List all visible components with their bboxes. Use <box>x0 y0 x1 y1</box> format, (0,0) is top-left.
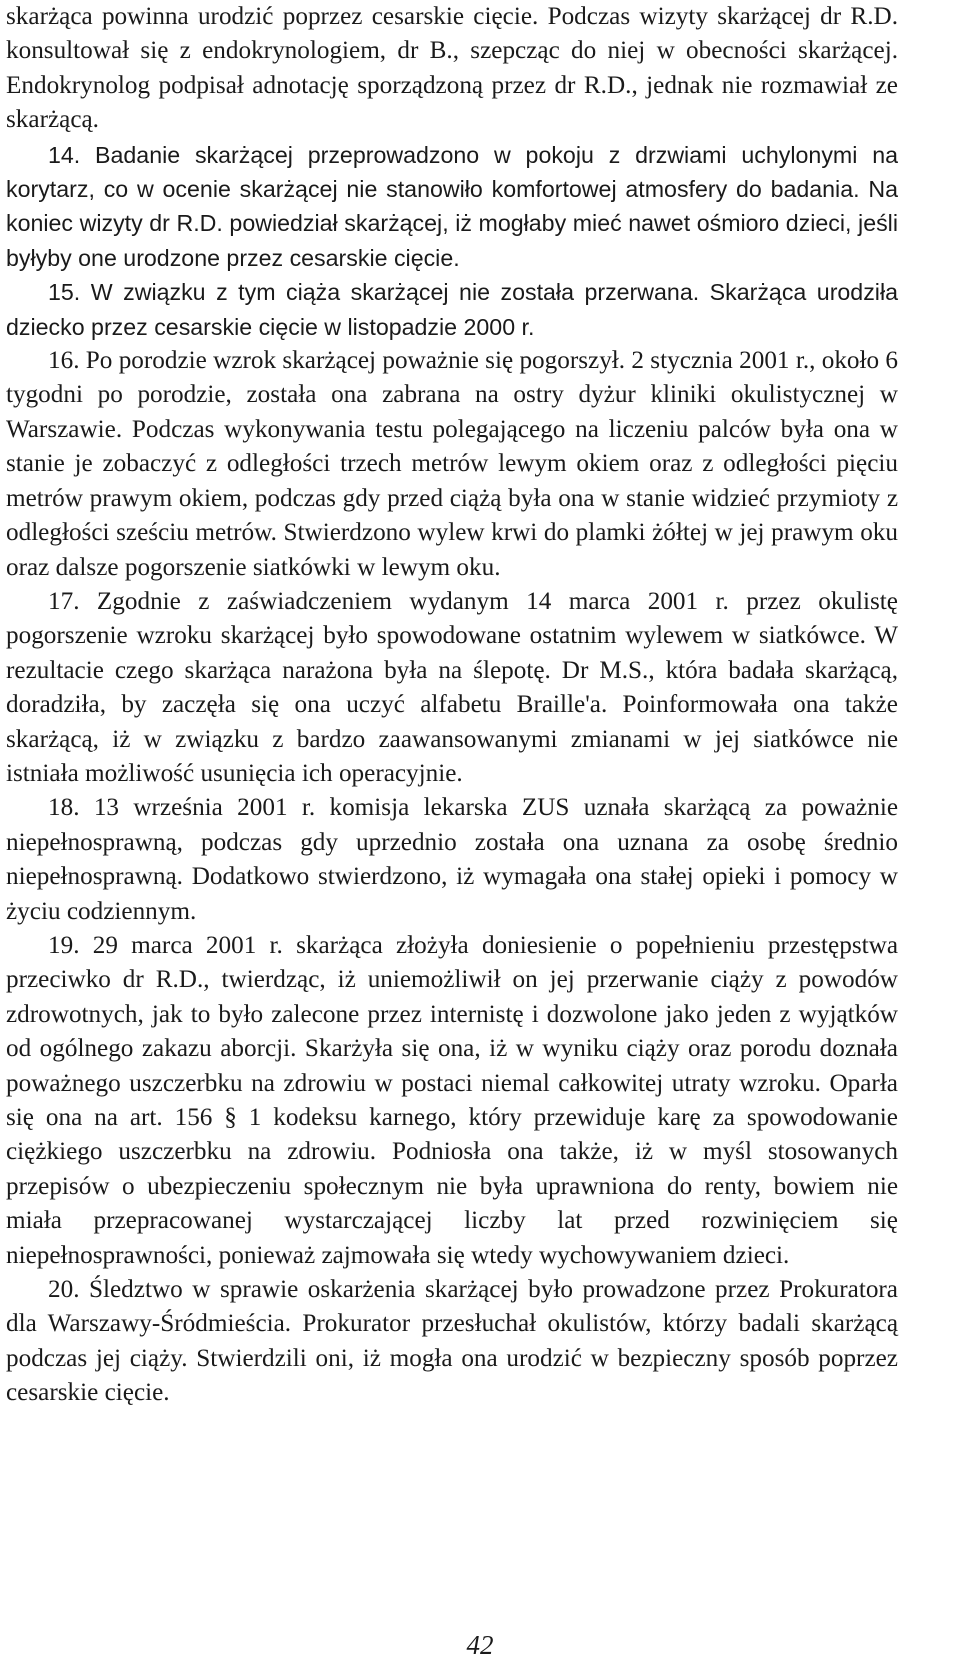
paragraph-18: 18. 13 września 2001 r. komisja lekarska ZUS uznała skarżącą za poważnie niepełnosprawną, podczas gdy uprzednio została ona uznana za osobę średnio niepełnosprawną. Dodatkowo stwierdzono, iż wymagała ona stałej opieki i pomocy w życiu codziennym. <box>6 794 898 925</box>
paragraph-16: 16. Po porodzie wzrok skarżącej poważnie się pogorszył. 2 stycznia 2001 r., około 6 tygodni po porodzie, została ona zabrana na ostry dyżur kliniki okulistycznej w Warszawie. Podczas wykonywania testu polegającego na liczeniu palców była ona w stanie je zobaczyć z odległości trzech metrów lewym okiem oraz z odległości pięciu metrów prawym okiem, podczas gdy przed ciążą była ona w stanie widzieć przymioty z odległości sześciu metrów. Stwierdzono wylew krwi do plamki żółtej w jej prawym oku oraz dalsze pogorszenie siatkówki w lewym oku. <box>6 347 898 581</box>
paragraph-17: 17. Zgodnie z zaświadczeniem wydanym 14 marca 2001 r. przez okulistę pogorszenie wzroku skarżącej było spowodowane ostatnim wylewem w siatkówce. W rezultacie czego skarżąca narażona była na ślepotę. Dr M.S., która badała skarżącą, doradziła, by zaczęła się ona uczyć alfabetu Braille'a. Poinformowała ona także skarżącą, iż w związku z bardzo zaawansowanymi zmianami w jej siatkówce nie istniała możliwość usunięcia ich operacyjnie. <box>6 587 898 787</box>
paragraph-13-continued: skarżąca powinna urodzić poprzez cesarskie cięcie. Podczas wizyty skarżącej dr R.D. konsultował się z endokrynologiem, dr B., szepcząc do niej w obecności skarżącej. Endokrynolog podpisał adnotację sporządzoną przez dr R.D., jednak nie rozmawiał ze skarżącą. <box>6 3 898 134</box>
paragraph-19: 19. 29 marca 2001 r. skarżąca złożyła doniesienie o popełnieniu przestępstwa przeciwko dr R.D., twierdząc, iż uniemożliwił on jej przerwanie ciąży z powodów zdrowotnych, jak to było zalecone przez internistę i dozwolone jako jeden z wyjątków od ogólnego zakazu aborcji. Skarżyła się ona, iż w wyniku ciąży oraz porodu doznała poważnego uszczerbku na zdrowiu w postaci niemal całkowitej utraty wzroku. Oparła się ona na art. 156 § 1 kodeksu karnego, który przewiduje karę za spowodowanie ciężkiego uszczerbku na zdrowiu. Podniosła ona także, iż w myśl stosowanych przepisów o ubezpieczeniu społecznym nie była uprawniona do renty, bowiem nie miała przepracowanej wystarczającej liczby lat przed rozwinięciem się niepełnosprawności, ponieważ zajmowała się wtedy wychowywaniem dzieci. <box>6 931 898 1269</box>
page-number: 42 <box>466 1630 494 1660</box>
paragraph-14: 14. Badanie skarżącej przeprowadzono w pokoju z drzwiami uchylonymi na korytarz, co w ocenie skarżącej nie stanowiło komfortowej atmosfery do badania. Na koniec wizyty dr R.D. powiedział skarżącej, iż mogłaby mieć nawet ośmioro dzieci, jeśli byłyby one urodzone przez cesarskie cięcie. <box>6 141 898 271</box>
document-page <box>6 0 898 1411</box>
paragraph-15: 15. W związku z tym ciąża skarżącej nie została przerwana. Skarżąca urodziła dziecko przez cesarskie cięcie w listopadzie 2000 r. <box>6 279 898 340</box>
paragraph-20: 20. Śledztwo w sprawie oskarżenia skarżącej było prowadzone przez Prokuratora dla Warszawy-Śródmieścia. Prokurator przesłuchał okulistów, którzy badali skarżącą podczas jej ciąży. Stwierdzili oni, iż mogła ona urodzić w bezpieczny sposób poprzez cesarskie cięcie. <box>6 1276 898 1407</box>
